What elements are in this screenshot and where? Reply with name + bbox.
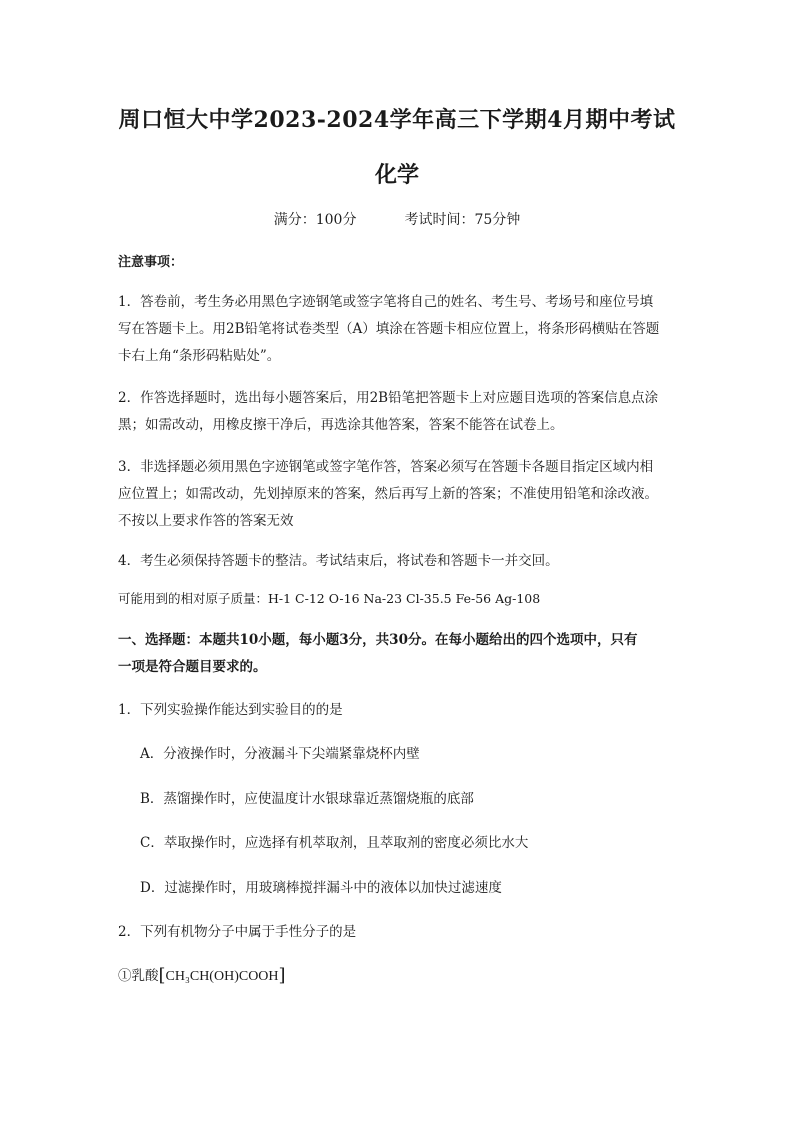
exam-subject: 化学	[374, 162, 419, 188]
question-1-option-a: A．分液操作时，分液漏斗下尖端紧靠烧杯内壁	[140, 746, 420, 762]
question-1-option-b: B．蒸馏操作时，应使温度计水银球靠近蒸馏烧瓶的底部	[140, 791, 474, 807]
exam-title: 周口恒大中学2023-2024学年高三下学期4月期中考试	[118, 107, 676, 133]
notice-item-2-line-2: 黑；如需改动，用橡皮擦干净后，再选涂其他答案，答案不能答在试卷上。	[118, 417, 564, 433]
exam-time: 考试时间：75分钟	[404, 212, 521, 228]
notice-item-1-line-3: 卡右上角“条形码粘贴处”。	[118, 348, 281, 364]
notice-item-3-line-3: 不按以上要求作答的答案无效	[118, 513, 294, 529]
bracket-close: ]	[278, 965, 286, 986]
question-2-item-1	[118, 964, 286, 986]
bracket-open: [	[158, 965, 166, 986]
notice-heading: 注意事项：	[118, 255, 184, 270]
question-2-stem: 2．下列有机物分子中属于手性分子的是	[118, 924, 357, 940]
notice-item-1-line-2: 写在答题卡上。用2B铅笔将试卷类型（A）填涂在答题卡相应位置上，将条形码横贴在答题	[118, 321, 660, 337]
notice-item-2-line-1: 2．作答选择题时，选出每小题答案后，用2B铅笔把答题卡上对应题目选项的答案信息点涂	[118, 390, 659, 406]
full-score: 满分：100分	[273, 212, 357, 228]
exam-meta	[0, 209, 794, 229]
question-1-stem: 1．下列实验操作能达到实验目的的是	[118, 702, 343, 718]
notice-item-1-line-1: 1．答卷前，考生务必用黑色字迹钢笔或签字笔将自己的姓名、考生号、考场号和座位号填	[118, 294, 654, 310]
section-1-line-1: 一、选择题：本题共10小题，每小题3分，共30分。在每小题给出的四个选项中，只有	[118, 632, 638, 648]
notice-item-3-line-1: 3．非选择题必须用黑色字迹钢笔或签字笔作答，答案必须写在答题卡各题目指定区域内相	[118, 459, 654, 475]
question-1-option-c: C．萃取操作时，应选择有机萃取剂，且萃取剂的密度必须比水大	[140, 835, 529, 851]
section-1-line-2: 一项是符合题目要求的。	[118, 659, 267, 675]
lactic-acid-formula: CH₃CH(OH)COOH	[165, 969, 279, 984]
question-1-option-d: D．过滤操作时，用玻璃棒搅拌漏斗中的液体以加快过滤速度	[140, 880, 502, 896]
question-2-item-1-label: ①乳酸	[118, 968, 159, 984]
notice-item-3-line-2: 应位置上；如需改动，先划掉原来的答案，然后再写上新的答案；不准使用铅笔和涂改液。	[118, 486, 658, 502]
notice-item-4: 4．考生必须保持答题卡的整洁。考试结束后，将试卷和答题卡一并交回。	[118, 553, 559, 569]
atomic-mass-line: 可能用到的相对原子质量：H-1 C-12 O-16 Na-23 Cl-35.5 Fe-56 Ag-108	[118, 591, 541, 606]
